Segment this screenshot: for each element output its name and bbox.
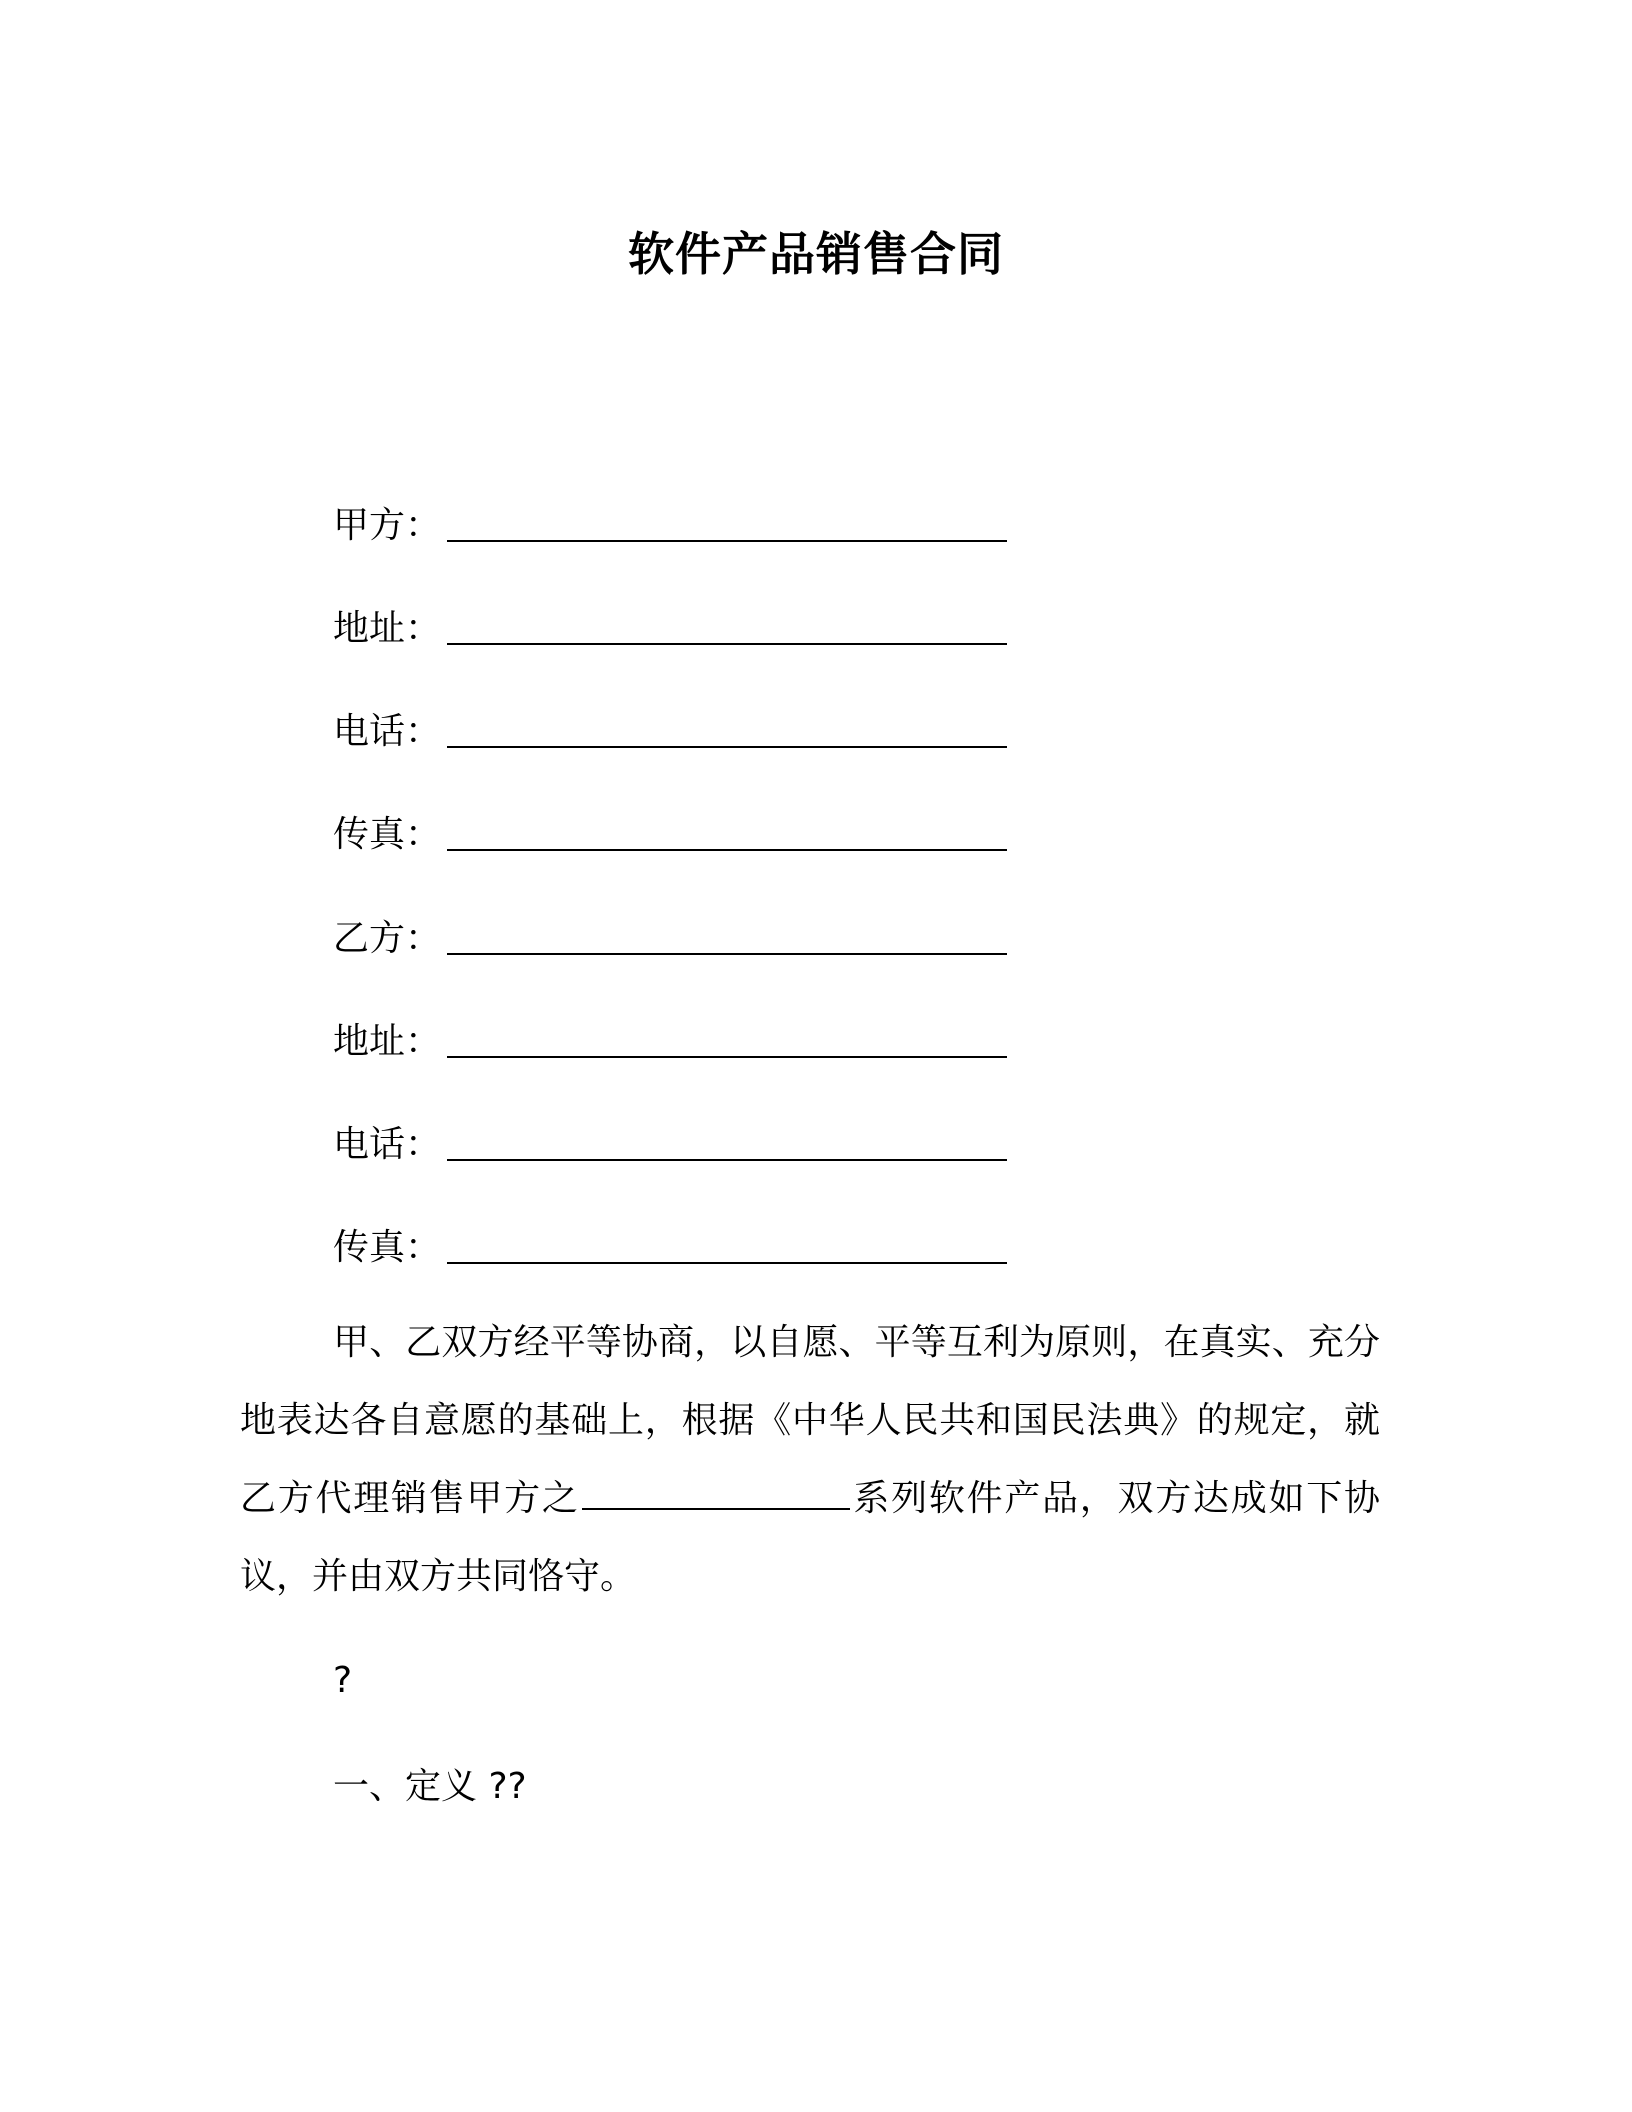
fill-in-blank-line[interactable]: [447, 953, 1007, 955]
fill-in-blank-line[interactable]: [447, 746, 1007, 748]
party-a-field: [333, 492, 1007, 548]
section-heading-definitions: 一、定义 ??: [333, 1766, 527, 1807]
field-label: 地址：: [333, 608, 442, 649]
field-label: 传真：: [333, 1227, 442, 1268]
party-b-phone-field: [333, 1111, 1007, 1167]
intro-text-part1: 甲、乙双方经平等协商，以自愿、平等互利为原则，在真实、充分地表达各自意愿的基础上，根据《中华人民共和国民法典》的规定，就乙方代理销售甲方之: [240, 1322, 1380, 1519]
field-label: 电话：: [333, 1124, 442, 1165]
product-series-blank[interactable]: [582, 1508, 850, 1510]
field-label: 甲方：: [333, 505, 442, 546]
party-b-address-field: [333, 1008, 1007, 1064]
field-label: 乙方：: [333, 918, 442, 959]
fill-in-blank-line[interactable]: [447, 643, 1007, 645]
fill-in-blank-line[interactable]: [447, 1262, 1007, 1264]
field-label: 地址：: [333, 1021, 442, 1062]
party-a-fax-field: [333, 801, 1007, 857]
party-b-fax-field: [333, 1214, 1007, 1270]
fill-in-blank-line[interactable]: [447, 540, 1007, 542]
placeholder-question-mark: ?: [333, 1660, 353, 1701]
party-a-phone-field: [333, 698, 1007, 754]
fill-in-blank-line[interactable]: [447, 849, 1007, 851]
intro-paragraph: [240, 1304, 1380, 1616]
field-label: 传真：: [333, 814, 442, 855]
intro-text-part2: 系列软件产品，双方达成如下协议，并由双方共同恪守。: [240, 1478, 1380, 1597]
fill-in-blank-line[interactable]: [447, 1056, 1007, 1058]
party-b-field: [333, 905, 1007, 961]
document-title: 软件产品销售合同: [628, 227, 1004, 281]
fill-in-blank-line[interactable]: [447, 1159, 1007, 1161]
field-label: 电话：: [333, 711, 442, 752]
party-a-address-field: [333, 595, 1007, 651]
